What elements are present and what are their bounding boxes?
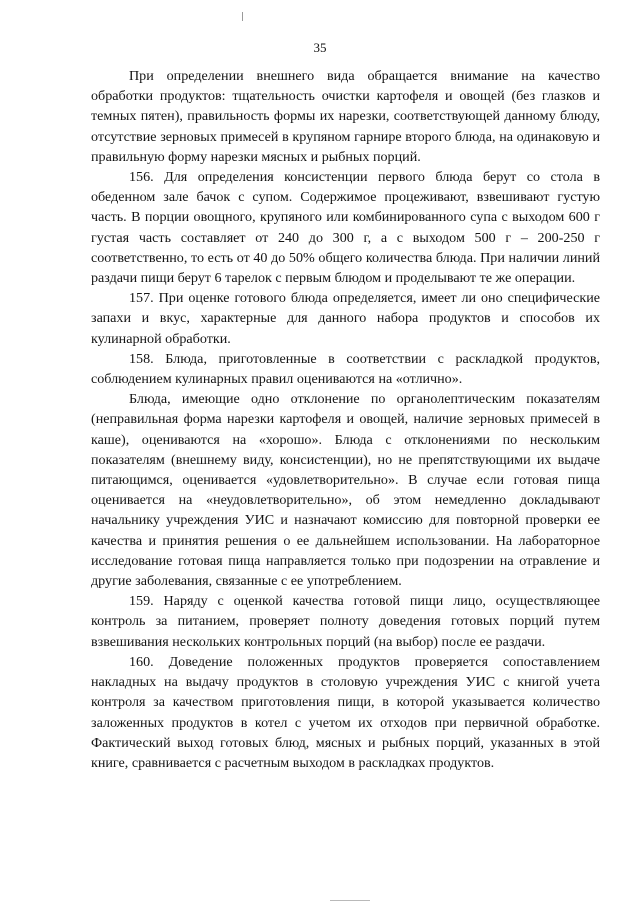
paragraph-157: 157. При оценке готового блюда определяется, имеет ли оно специфические запахи и вкус, характерные для данного набора продуктов и способов их кулинарной обработки. [91, 290, 600, 347]
paragraph-deviations: Блюда, имеющие одно отклонение по органолептическим показателям (неправильная форма нарезки картофеля и овощей, наличие зерновых примесей в каше), оцениваются на «хорошо». Блюда с отклонениями по нескольким показателям (внешнему виду, консистенции), но не препятствующими их выдаче питающимся, оценивается «удовлетворительно». В случае если готовая пища оценивается на «неудовлетворительно», об этом немедленно докладывают начальнику учреждения УИС и назначают комиссию для повторной проверки ее качества и принятия решения о ее дальнейшем использовании. На лабораторное исследование готовая пища направляется только при подозрении на отравление и другие заболевания, связанные с ее употреблением. [91, 391, 600, 590]
paragraph-156: 156. Для определения консистенции первого блюда берут со стола в обеденном зале бачок с супом. Содержимое процеживают, взвешивают густую часть. В порции овощного, крупяного или комбинированного супа с выходом 600 г густая часть составляет от 240 до 300 г, а с выходом 500 г – 200-250 г соответственно, то есть от 40 до 50% общего количества блюда. При наличии линий раздачи пищи берут 6 тарелок с первым блюдом и проделывают те же операции. [91, 169, 600, 287]
page-number: 35 [313, 40, 327, 55]
scan-mark [242, 12, 243, 21]
scan-edge-mark [330, 900, 370, 901]
document-body [91, 66, 600, 773]
paragraph-158: 158. Блюда, приготовленные в соответствии с раскладкой продуктов, соблюдением кулинарных правил оцениваются на «отлично». [91, 350, 600, 388]
paragraph-159: 159. Наряду с оценкой качества готовой пищи лицо, осуществляющее контроль за питанием, проверяет полноту доведения готовых порций путем взвешивания нескольких контрольных порций (на выбор) после ее раздачи. [91, 593, 600, 650]
paragraph-appearance: При определении внешнего вида обращается внимание на качество обработки продуктов: тщательность очистки картофеля и овощей (без глазков и темных пятен), правильность формы их нарезки, соответствующей данному блюду, отсутствие зерновых примесей в крупяном гарнире второго блюда, на одинаковую и правильную форму нарезки мясных и рыбных порций. [91, 68, 600, 165]
paragraph-160: 160. Доведение положенных продуктов проверяется сопоставлением накладных на выдачу продуктов в столовую учреждения УИС с книгой учета контроля за качеством приготовления пищи, в которой указывается количество заложенных продуктов в котел с учетом их отходов при первичной обработке. Фактический выход готовых блюд, мясных и рыбных порций, указанных в этой книге, сравнивается с расчетным выходом в раскладках продуктов. [91, 653, 600, 771]
